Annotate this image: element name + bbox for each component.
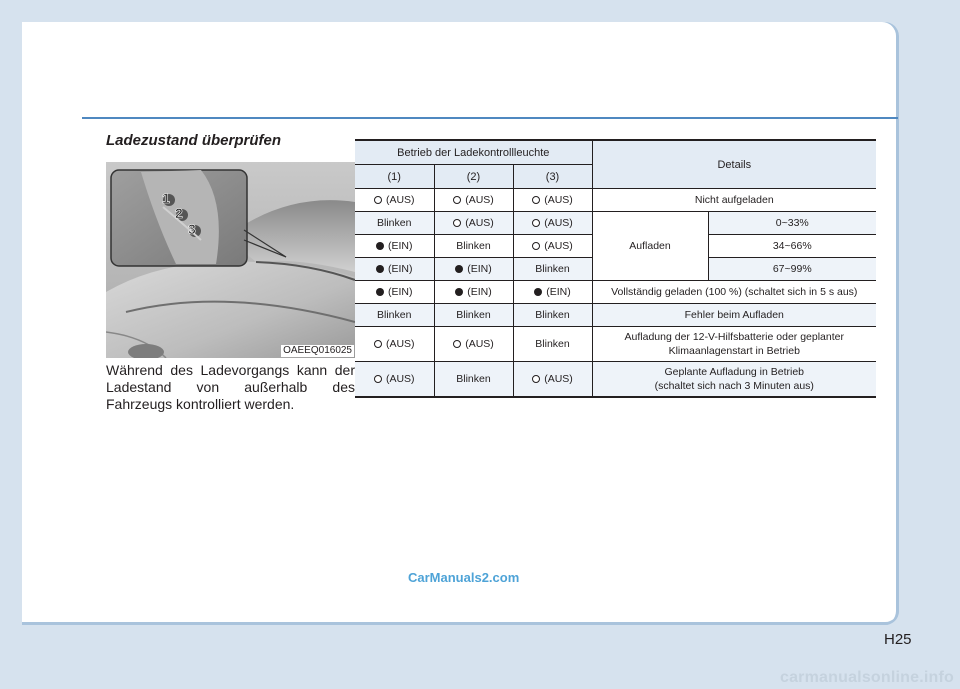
lamp-off-icon [374,340,382,348]
cell-detail: Geplante Aufladung in Betrieb (schaltet sich nach 3 Minuten aus) [592,362,876,398]
cell-lamp-2: (AUS) [434,327,513,362]
cell-lamp-1: (AUS) [355,189,434,212]
callout-1: 1 [162,190,170,206]
cell-lamp-1: (EIN) [355,258,434,281]
cell-lamp-3: (AUS) [513,212,592,235]
table-row [355,362,876,398]
lamp-off-icon [453,196,461,204]
table-row [355,189,876,212]
callout-numbers [156,187,236,247]
header-col-1: (1) [355,165,434,189]
cell-lamp-1: (AUS) [355,327,434,362]
header-group: Betrieb der Ladekontrollleuchte [355,140,592,165]
vehicle-illustration [106,162,355,358]
lamp-on-icon [455,288,463,296]
table-row [355,281,876,304]
cell-lamp-3: (AUS) [513,235,592,258]
cell-detail: 67~99% [708,258,876,281]
lamp-off-icon [453,340,461,348]
site-watermark: carmanualsonline.info [779,669,954,686]
cell-lamp-3: Blinken [513,304,592,327]
lamp-on-icon [376,265,384,273]
header-rule [82,117,898,119]
cell-lamp-3: Blinken [513,258,592,281]
cell-lamp-3: (AUS) [513,362,592,398]
lamp-off-icon [532,196,540,204]
lamp-off-icon [532,242,540,250]
lamp-off-icon [374,196,382,204]
cell-lamp-1: (EIN) [355,235,434,258]
header-col-2: (2) [434,165,513,189]
lamp-off-icon [532,219,540,227]
header-details: Details [592,140,876,189]
cell-lamp-3: (EIN) [513,281,592,304]
cell-detail: Aufladung der 12-V-Hilfsbatterie oder geplanter Klimaanlagenstart in Betrieb [592,327,876,362]
figure-code: OAEEQ016025 [283,345,352,356]
lamp-on-icon [455,265,463,273]
cell-lamp-1: Blinken [355,212,434,235]
cell-lamp-2: Blinken [434,304,513,327]
charge-indicator-table [355,139,876,398]
page-number: H25 [884,631,912,648]
cell-lamp-2: Blinken [434,235,513,258]
cell-group-charging: Aufladen [592,212,708,281]
table-row [355,212,876,235]
cell-detail: Vollständig geladen (100 %) (schaltet sich in 5 s aus) [592,281,876,304]
callout-3: 3 [188,221,196,237]
watermark-link[interactable]: CarManuals2.com [408,570,520,585]
header-col-3: (3) [513,165,592,189]
cell-lamp-1: (AUS) [355,362,434,398]
cell-lamp-1: (EIN) [355,281,434,304]
lamp-off-icon [374,375,382,383]
section-title: Ladezustand überprüfen [106,132,282,149]
lamp-on-icon [376,288,384,296]
cell-lamp-3: Blinken [513,327,592,362]
cell-lamp-2: (AUS) [434,212,513,235]
cell-lamp-2: (EIN) [434,258,513,281]
cell-lamp-2: Blinken [434,362,513,398]
body-text: Während des Ladevorgangs kann der Ladestand von außerhalb des Fahrzeugs kontrolliert werden. [106,362,355,412]
cell-detail: Fehler beim Aufladen [592,304,876,327]
cell-detail: 0~33% [708,212,876,235]
lamp-off-icon [532,375,540,383]
lamp-off-icon [453,219,461,227]
table-row [355,327,876,362]
table-row [355,304,876,327]
cell-detail: 34~66% [708,235,876,258]
lamp-on-icon [376,242,384,250]
lamp-on-icon [534,288,542,296]
cell-lamp-2: (AUS) [434,189,513,212]
callout-2: 2 [175,205,183,221]
cell-lamp-2: (EIN) [434,281,513,304]
cell-detail: Nicht aufgeladen [592,189,876,212]
cell-lamp-1: Blinken [355,304,434,327]
cell-lamp-3: (AUS) [513,189,592,212]
